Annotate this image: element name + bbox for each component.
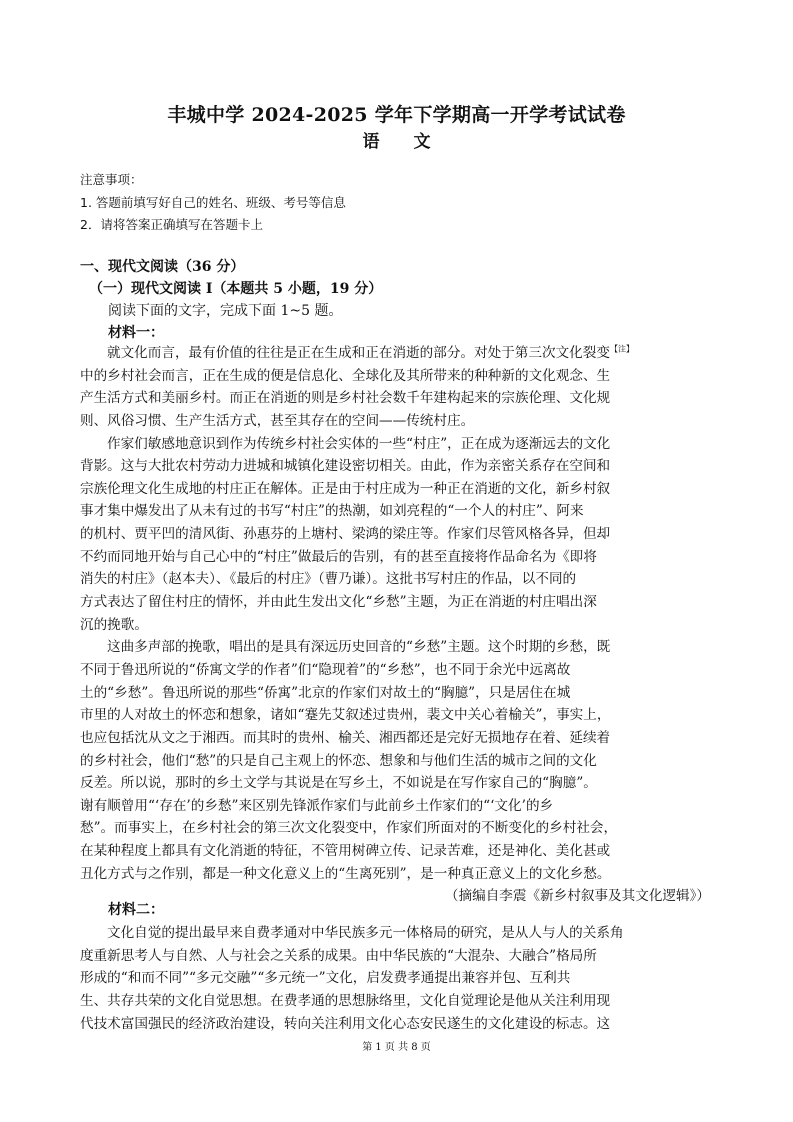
material-2-text <box>80 922 720 1035</box>
text-line: 方式表达了留住村庄的情怀，并由此生发出文化“乡愁”主题，为正在消逝的村庄唱出深 <box>80 594 597 611</box>
text-line: 的机村、贾平凹的清风街、孙惠芬的上塘村、梁鸿的梁庄等。作家们尽管风格各异，但却 <box>80 526 611 543</box>
text-line: 在某种程度上都具有文化消逝的特征，不管用树碑立传、记录苦难，还是神化、美化甚或 <box>80 843 611 860</box>
text-line: 反差。所以说，那时的乡土文学与其说是在写乡土，不如说是在写作家自己的“胸臆”。 <box>80 775 597 792</box>
text-line: 代技术富国强民的经济政治建设，转向关注利用文化心态安民遂生的文化建设的标志。这 <box>80 1015 611 1032</box>
text-line-content: 就文化而言，最有价值的往往是正在生成和正在消逝的部分。对处于第三次文化裂变 <box>107 345 610 361</box>
reading-instruction: 阅读下面的文字，完成下面 1~5 题。 <box>108 303 343 319</box>
text-line: 事才集中爆发出了从未有过的书写“村庄”的热潮，如刘亮程的“一个人的村庄”、阿来 <box>80 503 584 520</box>
text-line: 中的乡村社会而言，正在生成的便是信息化、全球化及其所带来的种种新的文化观念、生 <box>80 367 611 384</box>
text-line: 丑化方式与之作别，都是一种文化意义上的“生离死别”，是一种真正意义上的文化乡愁。 <box>80 865 611 882</box>
notes-block <box>80 169 346 237</box>
text-line: 宗族伦理文化生成地的村庄正在解体。正是由于村庄成为一种正在消逝的文化，新乡村叙 <box>80 480 611 497</box>
text-line: 市里的人对故土的怀恋和想象，诸如“蹇先艾叙述过贵州，裴文中关心着榆关”，事实上， <box>80 707 611 724</box>
subject-title: 语 文 <box>362 132 431 152</box>
text-line: 土的“乡愁”。鲁迅所说的那些“侨寓”北京的作家们对故土的“胸臆”，只是居住在城 <box>80 684 571 701</box>
text-line: 的乡村社会，他们“愁”的只是自己主观上的怀恋、想象和与他们生活的城市之间的文化 <box>80 752 597 769</box>
text-line: 则、风俗习惯、生产生活方式，甚至其存在的空间——传统村庄。 <box>80 412 475 429</box>
material-1-text <box>80 342 720 908</box>
exam-title: 丰城中学 2024-2025 学年下学期高一开学考试试卷 <box>167 104 626 126</box>
notes-heading: 注意事项： <box>80 172 143 187</box>
footnote-marker: 【注】 <box>609 344 634 354</box>
text-line: 度重新思考人与自然、人与社会之关系的成果。由中华民族的“大混杂、大融合”格局所 <box>80 947 597 964</box>
notes-item-1: 1. 答题前填写好自己的姓名、班级、考号等信息 <box>80 194 346 210</box>
text-line: 沉的挽歌。 <box>80 616 148 633</box>
text-line: 作家们敏感地意识到作为传统乡村社会实体的一些“村庄”，正在成为逐渐远去的文化 <box>107 435 611 452</box>
text-line: 生、共存共荣的文化自觉思想。在费孝通的思想脉络里，文化自觉理论是他从关注利用现 <box>80 992 611 1009</box>
text-line: 这曲多声部的挽歌，唱出的是具有深远历史回音的“乡愁”主题。这个时期的乡愁，既 <box>107 639 611 656</box>
text-line: 也应包括沈从文之于湘西。而其时的贵州、榆关、湘西都还是完好无损地存在着、延续着 <box>80 729 611 746</box>
text-line: 消失的村庄》（赵本夫）、《最后的村庄》（曹乃谦）。这批书写村庄的作品，以不同的 <box>80 571 577 588</box>
text-line: 谢有顺曾用“‘存在’的乡愁”来区别先锋派作家们与此前乡土作家们的“‘文化’的乡 <box>80 797 554 814</box>
text-line: 文化自觉的提出最早来自费孝通对中华民族多元一体格局的研究，是从人与人的关系角 <box>107 925 624 941</box>
text-line: 不同于鲁迅所说的“侨寓文学的作者”们“隐现着”的“乡愁”，也不同于余光中远离故 <box>80 661 571 678</box>
text-line: 背影。这与大批农村劳动力进城和城镇化建设密切相关。由此，作为亲密关系存在空间和 <box>80 458 611 475</box>
text-line: 不约而同地开始与自己心中的“村庄”做最后的告别，有的甚至直接将作品命名为《即将 <box>80 548 597 565</box>
text-line: 愁”。而事实上，在乡村社会的第三次文化裂变中，作家们所面对的不断变化的乡村社会， <box>80 820 618 837</box>
text-line: 产生活方式和美丽乡村。而正在消逝的则是乡村社会数千年建构起来的宗族伦理、文化规 <box>80 390 611 407</box>
notes-item-2: 2．请将答案正确填写在答题卡上 <box>80 217 263 232</box>
material-1-label: 材料一： <box>108 325 164 341</box>
page-number: 第 1 页 共 8 页 <box>362 1042 431 1053</box>
subsection-title: （一）现代文阅读 I（本题共 5 小题，19 分） <box>89 281 383 297</box>
material-2-label: 材料二： <box>108 902 164 918</box>
text-line <box>80 342 720 365</box>
text-line: 形成的“和而不同”“多元交融”“多元统一”文化，启发费孝通提出兼容并包、互利共 <box>80 970 571 987</box>
section-title: 一、现代文阅读（36 分） <box>80 259 245 275</box>
source-citation: （摘编自李震《新乡村叙事及其文化逻辑》） <box>444 888 710 905</box>
